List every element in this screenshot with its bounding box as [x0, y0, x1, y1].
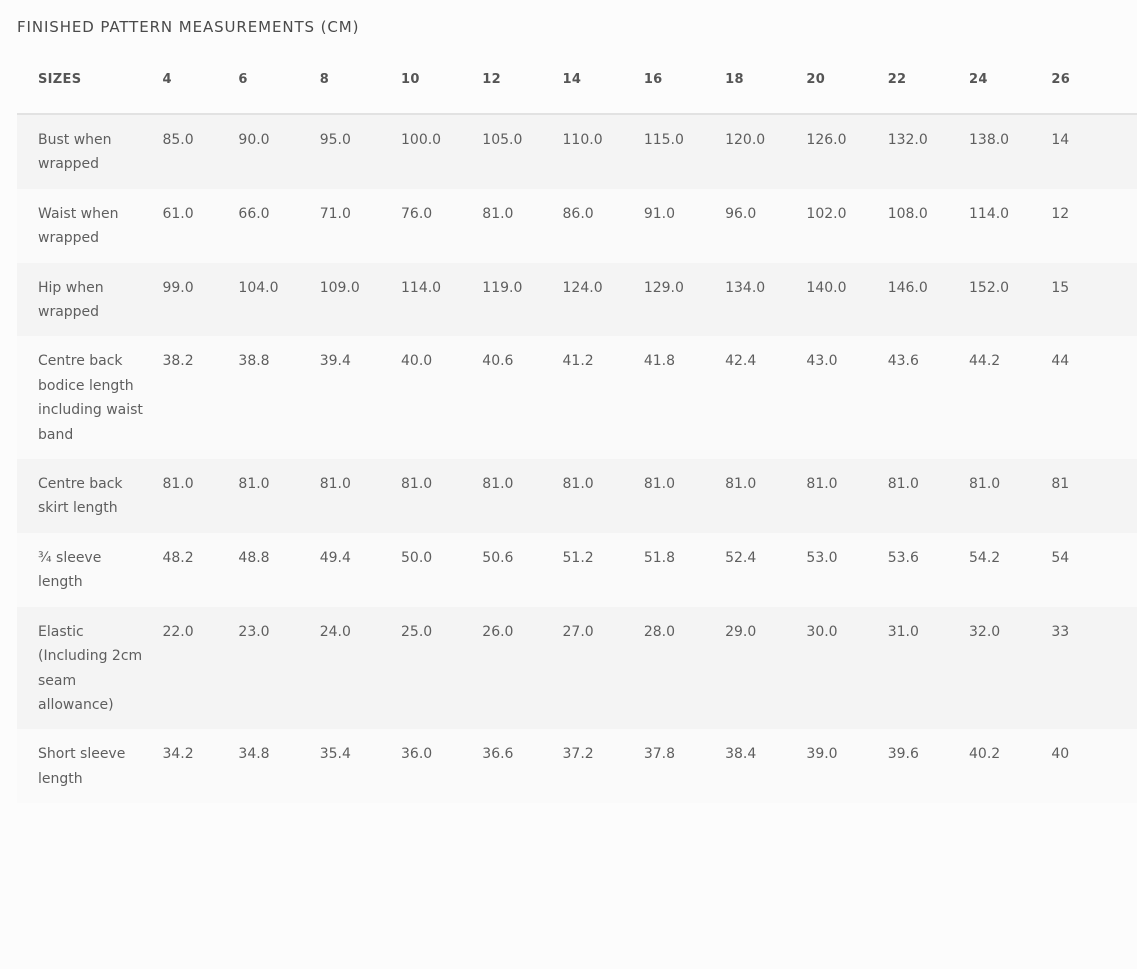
measurement-cell: 44: [1051, 336, 1137, 459]
measurement-cell: 40.6: [482, 336, 562, 459]
measurement-cell: 48.8: [238, 533, 319, 607]
measurement-cell: 54: [1051, 533, 1137, 607]
table-row: [17, 189, 1137, 263]
measurement-cell: 50.6: [482, 533, 562, 607]
header-size: 24: [969, 46, 1051, 114]
table-row: [17, 336, 1137, 459]
measurement-cell: 42.4: [725, 336, 806, 459]
measurement-cell: 23.0: [238, 607, 319, 730]
measurement-cell: 15: [1051, 263, 1137, 337]
row-label: Centre back bodice length including waist band: [17, 336, 162, 459]
measurement-cell: 39.6: [888, 729, 969, 803]
measurement-cell: 49.4: [320, 533, 401, 607]
measurement-cell: 126.0: [806, 114, 887, 189]
row-label: Centre back skirt length: [17, 459, 162, 533]
table-row: [17, 533, 1137, 607]
measurement-cell: 36.0: [401, 729, 482, 803]
measurement-cell: 40.2: [969, 729, 1051, 803]
measurement-cell: 28.0: [644, 607, 725, 730]
page-title: FINISHED PATTERN MEASUREMENTS (CM): [17, 18, 360, 36]
measurement-cell: 140.0: [806, 263, 887, 337]
table-row: [17, 459, 1137, 533]
measurement-cell: 134.0: [725, 263, 806, 337]
measurement-cell: 132.0: [888, 114, 969, 189]
measurement-cell: 25.0: [401, 607, 482, 730]
measurement-cell: 41.2: [563, 336, 644, 459]
measurement-cell: 81.0: [563, 459, 644, 533]
measurement-cell: 44.2: [969, 336, 1051, 459]
measurement-cell: 120.0: [725, 114, 806, 189]
measurement-cell: 54.2: [969, 533, 1051, 607]
row-label: Short sleeve length: [17, 729, 162, 803]
measurement-cell: 81: [1051, 459, 1137, 533]
measurement-cell: 81.0: [162, 459, 238, 533]
measurement-cell: 115.0: [644, 114, 725, 189]
header-sizes-label: SIZES: [17, 46, 162, 114]
measurement-cell: 12: [1051, 189, 1137, 263]
measurement-cell: 76.0: [401, 189, 482, 263]
measurement-cell: 40.0: [401, 336, 482, 459]
measurement-cell: 27.0: [563, 607, 644, 730]
measurement-cell: 81.0: [644, 459, 725, 533]
measurement-cell: 85.0: [162, 114, 238, 189]
measurement-cell: 32.0: [969, 607, 1051, 730]
measurement-cell: 38.2: [162, 336, 238, 459]
measurement-cell: 34.2: [162, 729, 238, 803]
header-size: 20: [806, 46, 887, 114]
measurement-cell: 81.0: [238, 459, 319, 533]
measurement-cell: 30.0: [806, 607, 887, 730]
measurement-cell: 86.0: [563, 189, 644, 263]
measurement-cell: 24.0: [320, 607, 401, 730]
header-size: 18: [725, 46, 806, 114]
measurement-cell: 95.0: [320, 114, 401, 189]
measurement-cell: 61.0: [162, 189, 238, 263]
table-row: [17, 729, 1137, 803]
measurement-cell: 91.0: [644, 189, 725, 263]
measurement-cell: 39.0: [806, 729, 887, 803]
measurement-cell: 81.0: [401, 459, 482, 533]
measurement-cell: 114.0: [401, 263, 482, 337]
measurement-cell: 110.0: [563, 114, 644, 189]
measurement-cell: 51.2: [563, 533, 644, 607]
measurement-cell: 109.0: [320, 263, 401, 337]
header-size: 22: [888, 46, 969, 114]
measurement-cell: 43.6: [888, 336, 969, 459]
measurement-cell: 108.0: [888, 189, 969, 263]
measurement-cell: 37.8: [644, 729, 725, 803]
measurement-cell: 41.8: [644, 336, 725, 459]
measurement-cell: 52.4: [725, 533, 806, 607]
measurement-cell: 81.0: [320, 459, 401, 533]
measurement-cell: 51.8: [644, 533, 725, 607]
measurement-cell: 50.0: [401, 533, 482, 607]
measurement-cell: 102.0: [806, 189, 887, 263]
header-size: 4: [162, 46, 238, 114]
table-row: [17, 607, 1137, 730]
row-label: Bust when wrapped: [17, 114, 162, 189]
measurements-table: [17, 46, 1137, 803]
header-size: 8: [320, 46, 401, 114]
measurement-cell: 43.0: [806, 336, 887, 459]
measurement-cell: 37.2: [563, 729, 644, 803]
measurement-cell: 114.0: [969, 189, 1051, 263]
row-label: Waist when wrapped: [17, 189, 162, 263]
measurement-cell: 152.0: [969, 263, 1051, 337]
measurement-cell: 48.2: [162, 533, 238, 607]
measurement-cell: 81.0: [482, 459, 562, 533]
header-size: 6: [238, 46, 319, 114]
measurement-cell: 146.0: [888, 263, 969, 337]
measurement-cell: 40: [1051, 729, 1137, 803]
measurements-table-scroll-container[interactable]: [17, 46, 1071, 969]
measurement-cell: 138.0: [969, 114, 1051, 189]
measurement-cell: 53.6: [888, 533, 969, 607]
measurement-cell: 81.0: [969, 459, 1051, 533]
header-size: 12: [482, 46, 562, 114]
header-size: 10: [401, 46, 482, 114]
measurement-cell: 33: [1051, 607, 1137, 730]
measurement-cell: 38.8: [238, 336, 319, 459]
table-row: [17, 263, 1137, 337]
measurement-cell: 39.4: [320, 336, 401, 459]
measurement-cell: 36.6: [482, 729, 562, 803]
measurement-cell: 81.0: [888, 459, 969, 533]
measurement-cell: 99.0: [162, 263, 238, 337]
measurement-cell: 31.0: [888, 607, 969, 730]
row-label: Hip when wrapped: [17, 263, 162, 337]
measurement-cell: 81.0: [725, 459, 806, 533]
measurement-cell: 35.4: [320, 729, 401, 803]
measurement-cell: 129.0: [644, 263, 725, 337]
header-row: [17, 46, 1137, 114]
measurement-cell: 100.0: [401, 114, 482, 189]
measurement-cell: 124.0: [563, 263, 644, 337]
table-row: [17, 114, 1137, 189]
measurement-cell: 38.4: [725, 729, 806, 803]
measurement-cell: 105.0: [482, 114, 562, 189]
row-label: ¾ sleeve length: [17, 533, 162, 607]
measurement-cell: 66.0: [238, 189, 319, 263]
measurement-cell: 26.0: [482, 607, 562, 730]
measurement-cell: 22.0: [162, 607, 238, 730]
measurement-cell: 14: [1051, 114, 1137, 189]
measurement-cell: 71.0: [320, 189, 401, 263]
measurement-cell: 81.0: [806, 459, 887, 533]
measurement-cell: 119.0: [482, 263, 562, 337]
header-size: 16: [644, 46, 725, 114]
measurement-cell: 96.0: [725, 189, 806, 263]
table-body: [17, 114, 1137, 803]
measurement-cell: 34.8: [238, 729, 319, 803]
measurement-cell: 90.0: [238, 114, 319, 189]
header-size: 26: [1051, 46, 1137, 114]
measurement-cell: 81.0: [482, 189, 562, 263]
header-size: 14: [563, 46, 644, 114]
measurement-cell: 53.0: [806, 533, 887, 607]
measurement-cell: 104.0: [238, 263, 319, 337]
row-label: Elastic (Including 2cm seam allowance): [17, 607, 162, 730]
measurement-cell: 29.0: [725, 607, 806, 730]
